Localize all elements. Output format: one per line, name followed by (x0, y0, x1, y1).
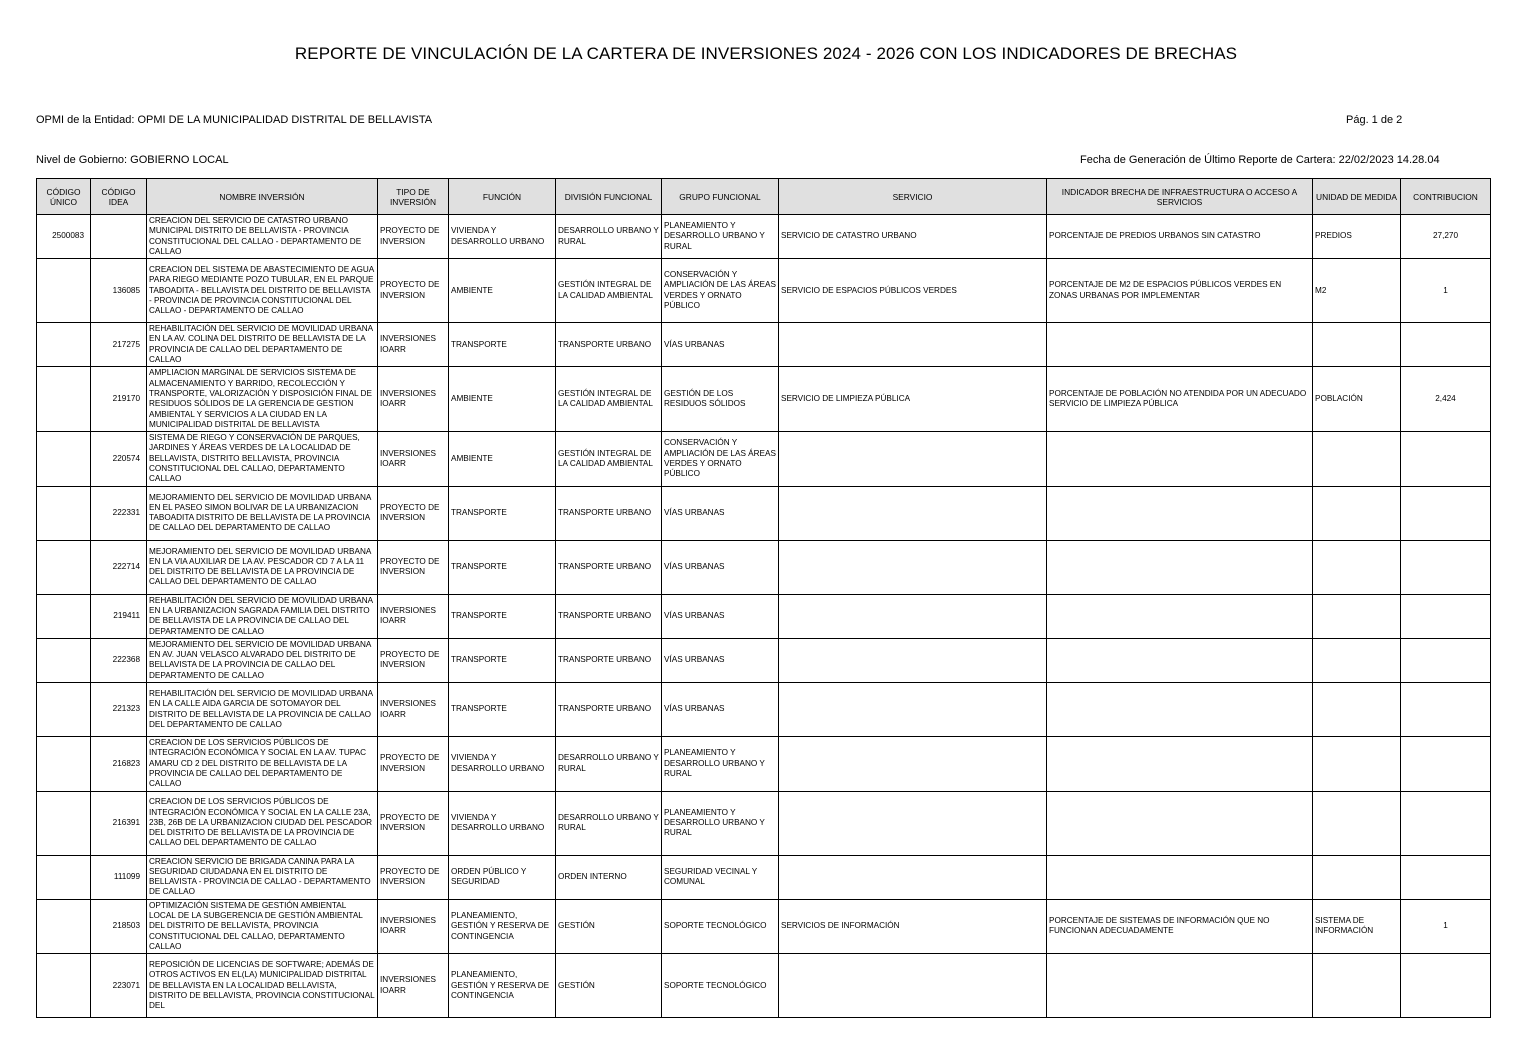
cell-grupo-funcional: SOPORTE TECNOLÓGICO (662, 899, 779, 953)
cell-indicador-brecha (1047, 791, 1313, 855)
cell-funcion: TRANSPORTE (449, 323, 556, 367)
cell-nombre-inversion: MEJORAMIENTO DEL SERVICIO DE MOVILIDAD URBANA EN LA VIA AUXILIAR DE LA AV. PESCADOR CD 7 A LA 11 DEL DISTRITO DE BELLAVISTA DE LA PROVINCIA DE CALLAO DEL DEPARTAMENTO DE CALLAO (147, 540, 378, 594)
cell-servicio (779, 540, 1047, 594)
cell-grupo-funcional: VÍAS URBANAS (662, 594, 779, 638)
table-row (37, 594, 1491, 638)
cell-nombre-inversion: REHABILITACIÓN DEL SERVICIO DE MOVILIDAD URBANA EN LA CALLE AIDA GARCIA DE SOTOMAYOR DEL DISTRITO DE BELLAVISTA DE LA PROVINCIA DE CALLAO DEL DEPARTAMENTO DE CALLAO (147, 683, 378, 737)
cell-funcion: TRANSPORTE (449, 683, 556, 737)
cell-codigo-idea: 222714 (91, 540, 147, 594)
generation-date: Fecha de Generación de Último Reporte de Cartera: 22/02/2023 14.28.04 (1080, 154, 1440, 166)
cell-codigo-unico (37, 486, 91, 540)
cell-codigo-idea (91, 215, 147, 259)
cell-tipo-inversion: PROYECTO DE INVERSION (378, 540, 449, 594)
cell-funcion: AMBIENTE (449, 259, 556, 323)
cell-unidad-medida (1313, 540, 1401, 594)
cell-tipo-inversion: INVERSIONES IOARR (378, 594, 449, 638)
cell-servicio (779, 954, 1047, 1018)
cell-division-funcional: TRANSPORTE URBANO (556, 594, 662, 638)
table-row (37, 899, 1491, 953)
cell-grupo-funcional: GESTIÓN DE LOS RESIDUOS SÓLIDOS (662, 367, 779, 432)
cell-codigo-unico (37, 737, 91, 791)
cell-codigo-unico (37, 540, 91, 594)
cell-grupo-funcional: SOPORTE TECNOLÓGICO (662, 954, 779, 1018)
cell-servicio: SERVICIO DE ESPACIOS PÚBLICOS VERDES (779, 259, 1047, 323)
cell-division-funcional: TRANSPORTE URBANO (556, 486, 662, 540)
cell-nombre-inversion: REPOSICIÓN DE LICENCIAS DE SOFTWARE; ADEMÁS DE OTROS ACTIVOS EN EL(LA) MUNICIPALIDAD DISTRITAL DE BELLAVISTA EN LA LOCALIDAD BELLAVISTA, DISTRITO DE BELLAVISTA, PROVINCIA CONSTITUCIONAL DEL (147, 954, 378, 1018)
cell-indicador-brecha (1047, 540, 1313, 594)
table-row (37, 367, 1491, 432)
header-servicio: SERVICIO (779, 179, 1047, 215)
cell-funcion: VIVIENDA Y DESARROLLO URBANO (449, 791, 556, 855)
cell-grupo-funcional: PLANEAMIENTO Y DESARROLLO URBANO Y RURAL (662, 791, 779, 855)
government-level: Nivel de Gobierno: GOBIERNO LOCAL (36, 154, 229, 166)
cell-indicador-brecha: PORCENTAJE DE M2 DE ESPACIOS PÚBLICOS VERDES EN ZONAS URBANAS POR IMPLEMENTAR (1047, 259, 1313, 323)
cell-tipo-inversion: INVERSIONES IOARR (378, 367, 449, 432)
cell-contribucion (1401, 540, 1491, 594)
header-codigo-unico: CÓDIGO ÚNICO (37, 179, 91, 215)
table-body (37, 215, 1491, 1018)
cell-codigo-unico (37, 432, 91, 486)
cell-grupo-funcional: SEGURIDAD VECINAL Y COMUNAL (662, 855, 779, 899)
cell-codigo-idea: 221323 (91, 683, 147, 737)
cell-division-funcional: TRANSPORTE URBANO (556, 540, 662, 594)
cell-codigo-idea: 216823 (91, 737, 147, 791)
table-row (37, 638, 1491, 682)
cell-codigo-unico (37, 954, 91, 1018)
cell-nombre-inversion: MEJORAMIENTO DEL SERVICIO DE MOVILIDAD URBANA EN EL PASEO SIMON BOLIVAR DE LA URBANIZACION TABOADITA DISTRITO DE BELLAVISTA DE LA PROVINCIA DE CALLAO DEL DEPARTAMENTO DE CALLAO (147, 486, 378, 540)
cell-indicador-brecha (1047, 486, 1313, 540)
cell-unidad-medida (1313, 323, 1401, 367)
cell-servicio (779, 683, 1047, 737)
cell-nombre-inversion: REHABILITACIÓN DEL SERVICIO DE MOVILIDAD URBANA EN LA AV. COLINA DEL DISTRITO DE BELLAVISTA DE LA PROVINCIA DE CALLAO DEL DEPARTAMENTO DE CALLAO (147, 323, 378, 367)
cell-unidad-medida (1313, 737, 1401, 791)
cell-unidad-medida (1313, 594, 1401, 638)
cell-codigo-unico: 2500083 (37, 215, 91, 259)
cell-funcion: PLANEAMIENTO, GESTIÓN Y RESERVA DE CONTINGENCIA (449, 899, 556, 953)
cell-tipo-inversion: PROYECTO DE INVERSION (378, 855, 449, 899)
header-division-funcional: DIVISIÓN FUNCIONAL (556, 179, 662, 215)
cell-funcion: VIVIENDA Y DESARROLLO URBANO (449, 737, 556, 791)
table-row (37, 323, 1491, 367)
cell-unidad-medida: PREDIOS (1313, 215, 1401, 259)
cell-codigo-unico (37, 899, 91, 953)
cell-codigo-unico (37, 367, 91, 432)
cell-contribucion (1401, 594, 1491, 638)
cell-codigo-unico (37, 259, 91, 323)
header-indicador-brecha: INDICADOR BRECHA DE INFRAESTRUCTURA O ACCESO A SERVICIOS (1047, 179, 1313, 215)
cell-funcion: PLANEAMIENTO, GESTIÓN Y RESERVA DE CONTINGENCIA (449, 954, 556, 1018)
cell-contribucion (1401, 791, 1491, 855)
header-grupo-funcional: GRUPO FUNCIONAL (662, 179, 779, 215)
cell-tipo-inversion: INVERSIONES IOARR (378, 323, 449, 367)
cell-unidad-medida (1313, 791, 1401, 855)
table-row (37, 791, 1491, 855)
cell-nombre-inversion: REHABILITACIÓN DEL SERVICIO DE MOVILIDAD URBANA EN LA URBANIZACION SAGRADA FAMILIA DEL DISTRITO DE BELLAVISTA DE LA PROVINCIA DE CALLAO DEL DEPARTAMENTO DE CALLAO (147, 594, 378, 638)
cell-codigo-idea: 136085 (91, 259, 147, 323)
cell-tipo-inversion: INVERSIONES IOARR (378, 899, 449, 953)
cell-nombre-inversion: CREACION DEL SISTEMA DE ABASTECIMIENTO DE AGUA PARA RIEGO MEDIANTE POZO TUBULAR, EN EL PARQUE TABOADITA - BELLAVISTA DEL DISTRITO DE BELLAVISTA - PROVINCIA DE PROVINCIA CONSTITUCIONAL DEL CALLAO - DEPARTAMENTO DE CALLAO (147, 259, 378, 323)
header-funcion: FUNCIÓN (449, 179, 556, 215)
cell-unidad-medida (1313, 432, 1401, 486)
cell-indicador-brecha: PORCENTAJE DE POBLACIÓN NO ATENDIDA POR UN ADECUADO SERVICIO DE LIMPIEZA PÚBLICA (1047, 367, 1313, 432)
table-row (37, 855, 1491, 899)
cell-contribucion (1401, 855, 1491, 899)
cell-codigo-idea: 111099 (91, 855, 147, 899)
cell-nombre-inversion: AMPLIACION MARGINAL DE SERVICIOS SISTEMA DE ALMACENAMIENTO Y BARRIDO, RECOLECCIÓN Y TRANSPORTE, VALORIZACIÓN Y DISPOSICIÓN FINAL DE RESIDUOS SÓLIDOS DE LA GERENCIA DE GESTION AMBIENTAL Y SERVICIOS A LA CIUDAD EN LA MUNICIPALIDAD DISTRITAL DE BELLAVISTA (147, 367, 378, 432)
cell-unidad-medida (1313, 954, 1401, 1018)
header-tipo-inversion: TIPO DE INVERSIÓN (378, 179, 449, 215)
cell-division-funcional: GESTIÓN INTEGRAL DE LA CALIDAD AMBIENTAL (556, 367, 662, 432)
cell-nombre-inversion: CREACION SERVICIO DE BRIGADA CANINA PARA LA SEGURIDAD CIUDADANA EN EL DISTRITO DE BELLAVISTA - PROVINCIA DE CALLAO - DEPARTAMENTO DE CALLAO (147, 855, 378, 899)
cell-tipo-inversion: PROYECTO DE INVERSION (378, 215, 449, 259)
cell-funcion: ORDEN PÚBLICO Y SEGURIDAD (449, 855, 556, 899)
cell-nombre-inversion: CREACION DEL SERVICIO DE CATASTRO URBANO MUNICIPAL DISTRITO DE BELLAVISTA - PROVINCIA CONSTITUCIONAL DEL CALLAO - DEPARTAMENTO DE CALLAO (147, 215, 378, 259)
cell-nombre-inversion: SISTEMA DE RIEGO Y CONSERVACIÓN DE PARQUES, JARDINES Y ÁREAS VERDES DE LA LOCALIDAD DE BELLAVISTA, DISTRITO BELLAVISTA, PROVINCIA CONSTITUCIONAL DEL CALLAO, DEPARTAMENTO CALLAO (147, 432, 378, 486)
cell-tipo-inversion: PROYECTO DE INVERSION (378, 259, 449, 323)
cell-servicio (779, 594, 1047, 638)
cell-division-funcional: GESTIÓN (556, 954, 662, 1018)
cell-unidad-medida: POBLACIÓN (1313, 367, 1401, 432)
table-row (37, 259, 1491, 323)
cell-nombre-inversion: CREACION DE LOS SERVICIOS PÚBLICOS DE INTEGRACIÓN ECONÓMICA Y SOCIAL EN LA CALLE 23A, 23B, 26B DE LA URBANIZACION CIUDAD DEL PESCADOR DEL DISTRITO DE BELLAVISTA DE LA PROVINCIA DE CALLAO DEL DEPARTAMENTO DE CALLAO (147, 791, 378, 855)
cell-division-funcional: ORDEN INTERNO (556, 855, 662, 899)
cell-contribucion: 27,270 (1401, 215, 1491, 259)
cell-tipo-inversion: INVERSIONES IOARR (378, 954, 449, 1018)
header-unidad-medida: UNIDAD DE MEDIDA (1313, 179, 1401, 215)
cell-codigo-idea: 222331 (91, 486, 147, 540)
table-header-row (37, 179, 1491, 215)
cell-division-funcional: DESARROLLO URBANO Y RURAL (556, 737, 662, 791)
cell-indicador-brecha (1047, 855, 1313, 899)
cell-servicio (779, 791, 1047, 855)
cell-codigo-unico (37, 594, 91, 638)
cell-unidad-medida (1313, 683, 1401, 737)
cell-tipo-inversion: PROYECTO DE INVERSION (378, 486, 449, 540)
table-row (37, 540, 1491, 594)
entity-label: OPMI de la Entidad: OPMI DE LA MUNICIPALIDAD DISTRITAL DE BELLAVISTA (36, 114, 433, 126)
header-nombre-inversion: NOMBRE INVERSIÓN (147, 179, 378, 215)
cell-nombre-inversion: OPTIMIZACIÓN SISTEMA DE GESTIÓN AMBIENTAL LOCAL DE LA SUBGERENCIA DE GESTIÓN AMBIENTAL DEL DISTRITO DE BELLAVISTA, PROVINCIA CONSTITUCIONAL DEL CALLAO, DEPARTAMENTO CALLAO (147, 899, 378, 953)
cell-grupo-funcional: CONSERVACIÓN Y AMPLIACIÓN DE LAS ÁREAS VERDES Y ORNATO PÚBLICO (662, 432, 779, 486)
cell-indicador-brecha (1047, 638, 1313, 682)
table-row (37, 432, 1491, 486)
cell-nombre-inversion: CREACION DE LOS SERVICIOS PÚBLICOS DE INTEGRACIÓN ECONÓMICA Y SOCIAL EN LA AV. TUPAC AMARU CD 2 DEL DISTRITO DE BELLAVISTA DE LA PROVINCIA DE CALLAO DEL DEPARTAMENTO DE CALLAO (147, 737, 378, 791)
investment-table (36, 178, 1491, 1018)
cell-division-funcional: GESTIÓN INTEGRAL DE LA CALIDAD AMBIENTAL (556, 259, 662, 323)
cell-codigo-idea: 218503 (91, 899, 147, 953)
cell-codigo-idea: 220574 (91, 432, 147, 486)
cell-codigo-unico (37, 683, 91, 737)
cell-nombre-inversion: MEJORAMIENTO DEL SERVICIO DE MOVILIDAD URBANA EN AV. JUAN VELASCO ALVARADO DEL DISTRITO DE BELLAVISTA DE LA PROVINCIA DE CALLAO DEL DEPARTAMENTO DE CALLAO (147, 638, 378, 682)
cell-codigo-unico (37, 791, 91, 855)
cell-contribucion (1401, 737, 1491, 791)
table-row (37, 486, 1491, 540)
cell-division-funcional: GESTIÓN INTEGRAL DE LA CALIDAD AMBIENTAL (556, 432, 662, 486)
cell-unidad-medida (1313, 638, 1401, 682)
cell-indicador-brecha: PORCENTAJE DE SISTEMAS DE INFORMACIÓN QUE NO FUNCIONAN ADECUADAMENTE (1047, 899, 1313, 953)
cell-unidad-medida: SISTEMA DE INFORMACIÓN (1313, 899, 1401, 953)
cell-grupo-funcional: VÍAS URBANAS (662, 638, 779, 682)
cell-indicador-brecha (1047, 323, 1313, 367)
cell-codigo-idea: 219411 (91, 594, 147, 638)
cell-funcion: AMBIENTE (449, 367, 556, 432)
cell-tipo-inversion: PROYECTO DE INVERSION (378, 638, 449, 682)
cell-codigo-idea: 216391 (91, 791, 147, 855)
cell-contribucion (1401, 323, 1491, 367)
cell-codigo-unico (37, 323, 91, 367)
cell-servicio: SERVICIO DE CATASTRO URBANO (779, 215, 1047, 259)
cell-codigo-unico (37, 855, 91, 899)
cell-grupo-funcional: VÍAS URBANAS (662, 540, 779, 594)
table-row (37, 215, 1491, 259)
cell-grupo-funcional: VÍAS URBANAS (662, 323, 779, 367)
cell-servicio: SERVICIOS DE INFORMACIÓN (779, 899, 1047, 953)
header-codigo-idea: CÓDIGO IDEA (91, 179, 147, 215)
table-row (37, 737, 1491, 791)
cell-funcion: VIVIENDA Y DESARROLLO URBANO (449, 215, 556, 259)
cell-tipo-inversion: PROYECTO DE INVERSION (378, 737, 449, 791)
cell-indicador-brecha (1047, 594, 1313, 638)
cell-division-funcional: TRANSPORTE URBANO (556, 683, 662, 737)
cell-servicio (779, 323, 1047, 367)
cell-indicador-brecha (1047, 432, 1313, 486)
cell-indicador-brecha (1047, 954, 1313, 1018)
cell-servicio: SERVICIO DE LIMPIEZA PÚBLICA (779, 367, 1047, 432)
cell-division-funcional: GESTIÓN (556, 899, 662, 953)
cell-grupo-funcional: VÍAS URBANAS (662, 683, 779, 737)
cell-codigo-idea: 217275 (91, 323, 147, 367)
cell-division-funcional: DESARROLLO URBANO Y RURAL (556, 215, 662, 259)
cell-codigo-idea: 223071 (91, 954, 147, 1018)
cell-contribucion: 2,424 (1401, 367, 1491, 432)
table-row (37, 683, 1491, 737)
cell-unidad-medida (1313, 486, 1401, 540)
cell-contribucion (1401, 486, 1491, 540)
cell-funcion: AMBIENTE (449, 432, 556, 486)
cell-division-funcional: TRANSPORTE URBANO (556, 638, 662, 682)
cell-servicio (779, 486, 1047, 540)
cell-indicador-brecha (1047, 683, 1313, 737)
cell-grupo-funcional: VÍAS URBANAS (662, 486, 779, 540)
cell-tipo-inversion: PROYECTO DE INVERSION (378, 791, 449, 855)
cell-funcion: TRANSPORTE (449, 540, 556, 594)
cell-contribucion (1401, 954, 1491, 1018)
cell-codigo-idea: 222368 (91, 638, 147, 682)
cell-contribucion (1401, 432, 1491, 486)
cell-unidad-medida (1313, 855, 1401, 899)
page-number: Pág. 1 de 2 (1346, 114, 1403, 126)
cell-tipo-inversion: INVERSIONES IOARR (378, 432, 449, 486)
cell-indicador-brecha (1047, 737, 1313, 791)
cell-contribucion (1401, 683, 1491, 737)
cell-contribucion (1401, 638, 1491, 682)
cell-codigo-unico (37, 638, 91, 682)
cell-funcion: TRANSPORTE (449, 486, 556, 540)
cell-unidad-medida: M2 (1313, 259, 1401, 323)
cell-funcion: TRANSPORTE (449, 638, 556, 682)
cell-servicio (779, 737, 1047, 791)
cell-division-funcional: DESARROLLO URBANO Y RURAL (556, 791, 662, 855)
cell-codigo-idea: 219170 (91, 367, 147, 432)
cell-funcion: TRANSPORTE (449, 594, 556, 638)
cell-grupo-funcional: PLANEAMIENTO Y DESARROLLO URBANO Y RURAL (662, 215, 779, 259)
cell-division-funcional: TRANSPORTE URBANO (556, 323, 662, 367)
cell-tipo-inversion: INVERSIONES IOARR (378, 683, 449, 737)
cell-servicio (779, 855, 1047, 899)
cell-servicio (779, 432, 1047, 486)
cell-servicio (779, 638, 1047, 682)
cell-grupo-funcional: CONSERVACIÓN Y AMPLIACIÓN DE LAS ÁREAS VERDES Y ORNATO PÚBLICO (662, 259, 779, 323)
report-title: REPORTE DE VINCULACIÓN DE LA CARTERA DE INVERSIONES 2024 - 2026 CON LOS INDICADORES DE BRECHAS (294, 44, 1238, 63)
cell-contribucion: 1 (1401, 259, 1491, 323)
cell-grupo-funcional: PLANEAMIENTO Y DESARROLLO URBANO Y RURAL (662, 737, 779, 791)
table-row (37, 954, 1491, 1018)
cell-contribucion: 1 (1401, 899, 1491, 953)
header-contribucion: CONTRIBUCION (1401, 179, 1491, 215)
cell-indicador-brecha: PORCENTAJE DE PREDIOS URBANOS SIN CATASTRO (1047, 215, 1313, 259)
